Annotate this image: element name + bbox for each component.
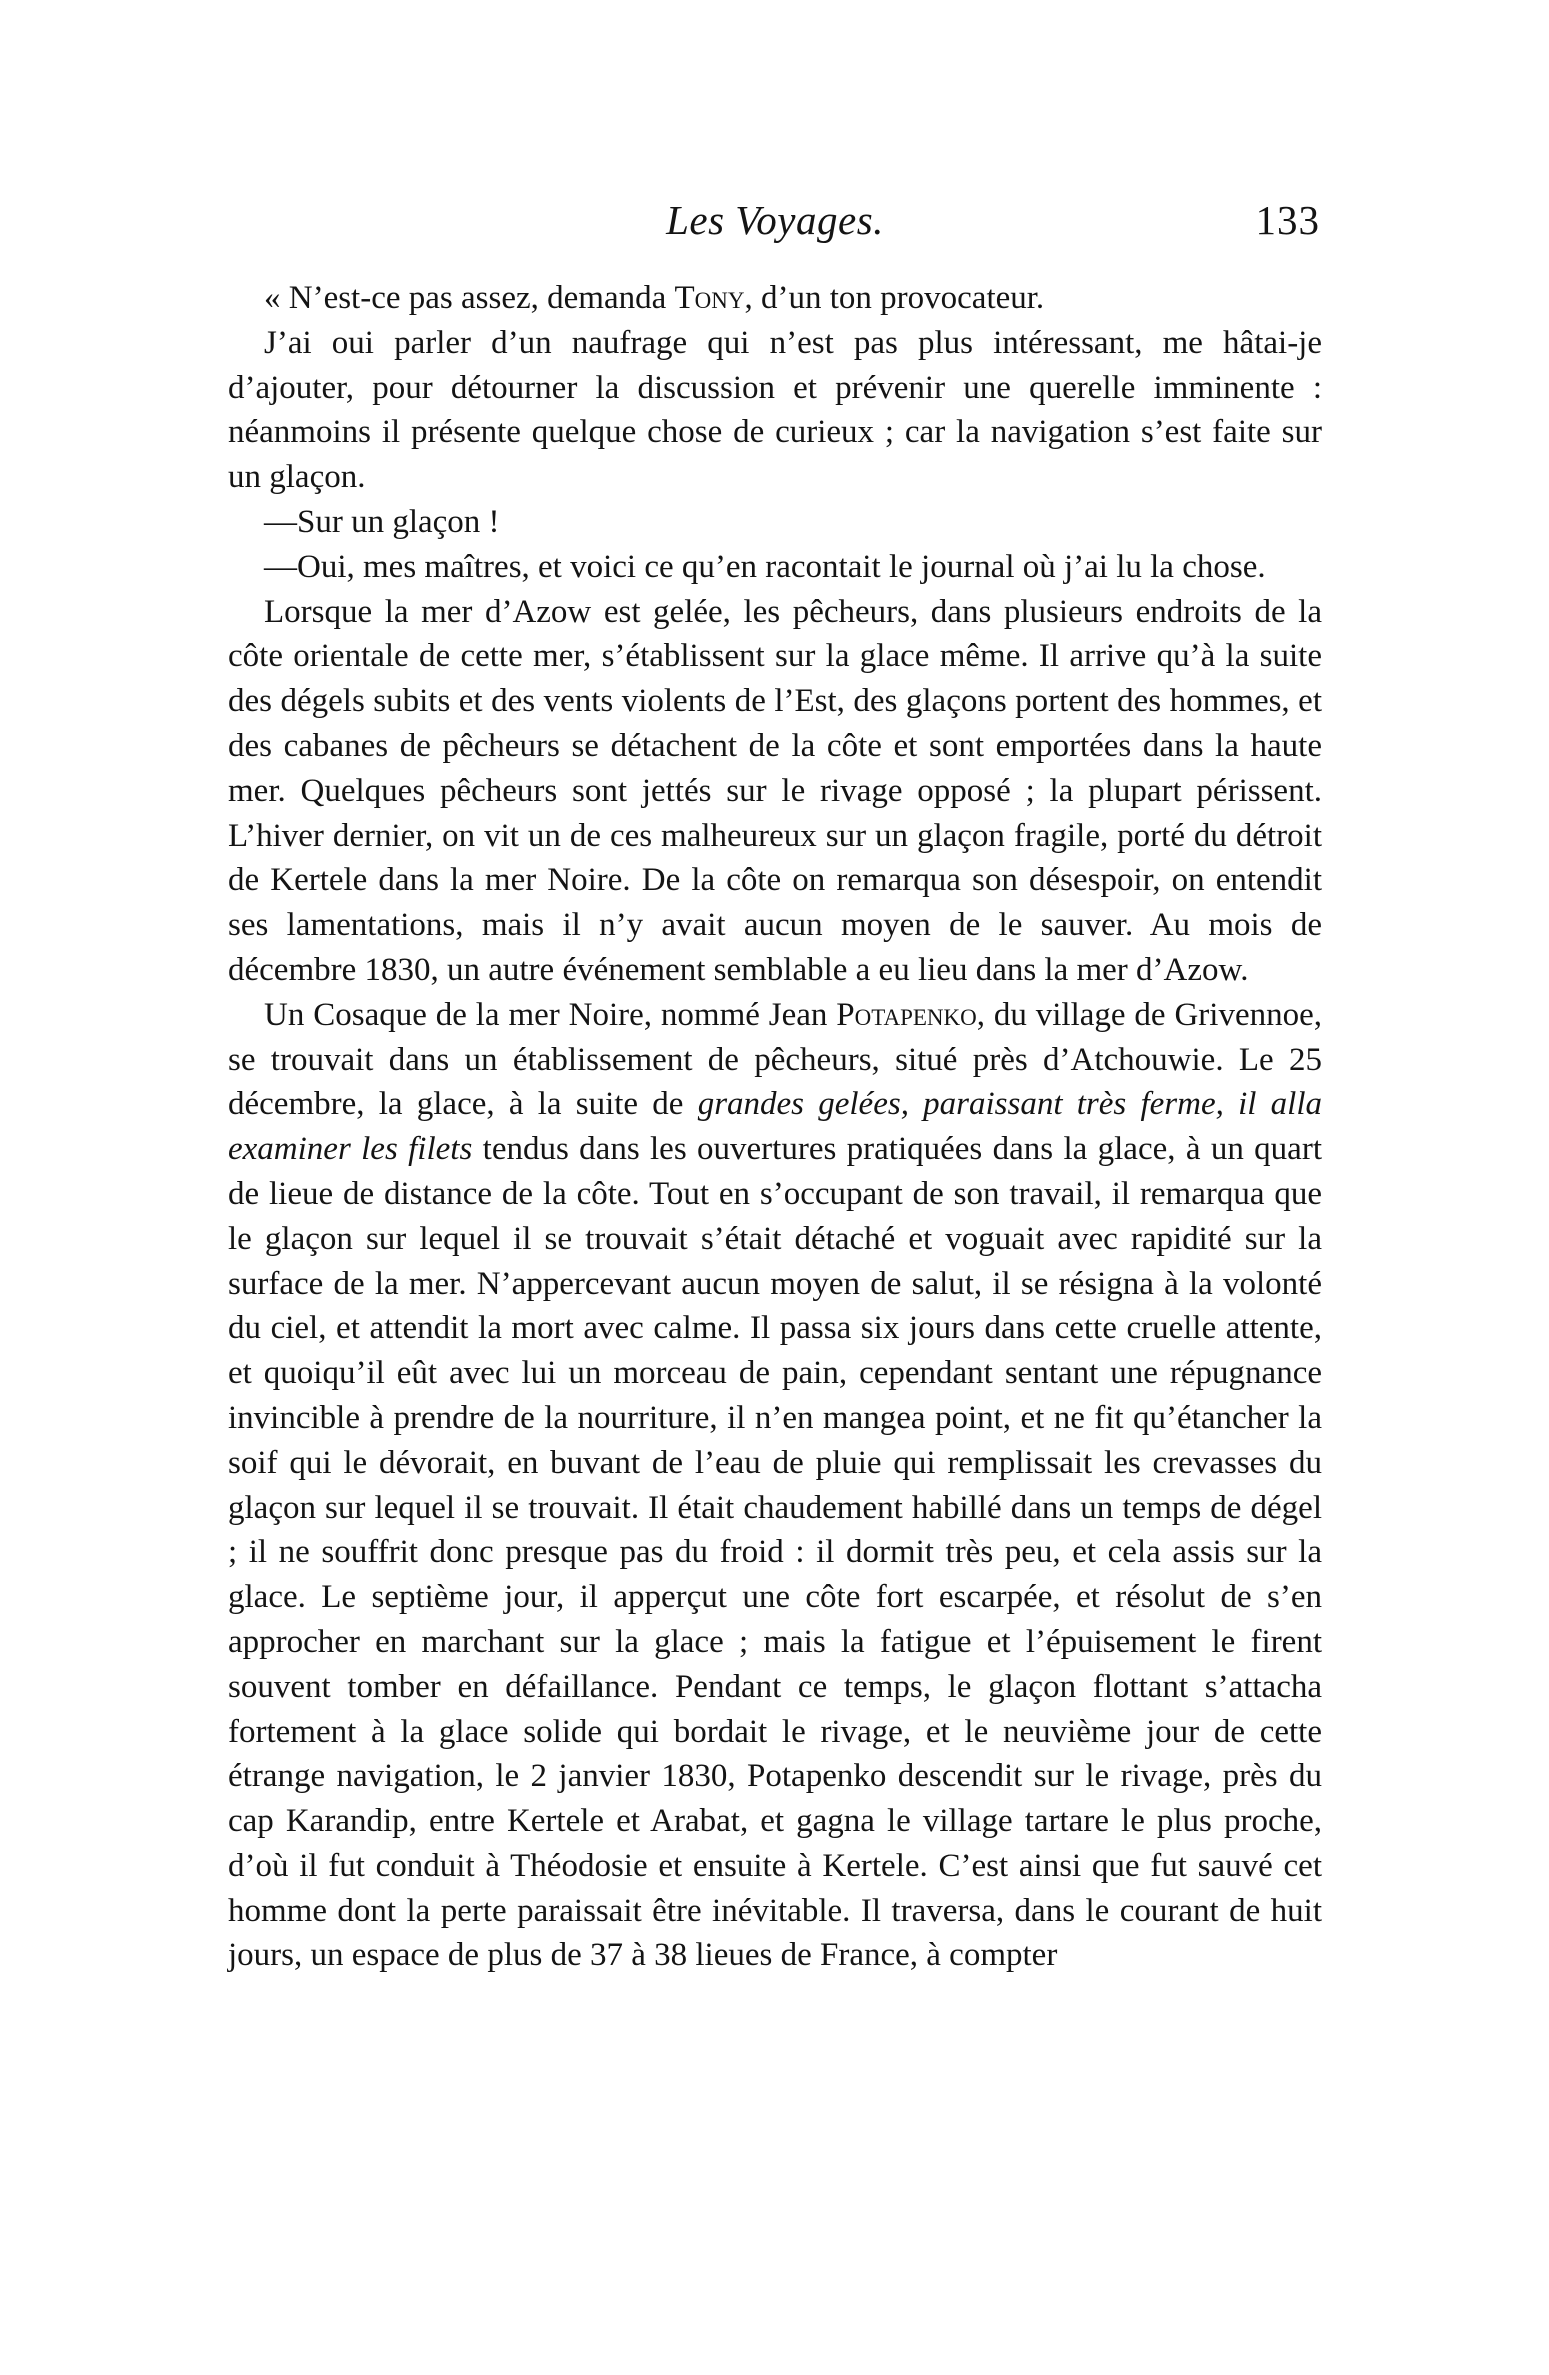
text-segment: —Oui, mes maîtres, et voici ce qu’en racontait le journal où j’ai lu la chose. [264, 548, 1266, 585]
text-segment: Un Cosaque de la mer Noire, nommé Jean [264, 996, 837, 1033]
paragraph-p2 [228, 321, 1322, 500]
paragraph-p3 [228, 500, 1322, 545]
paragraph-p6 [228, 993, 1322, 1979]
text-segment: —Sur un glaçon ! [264, 503, 500, 540]
page-number: 133 [1255, 197, 1320, 243]
text-segment: , du village de Grivennoe, se trouvait dans un établissement de pêcheurs, situé près d’Atchouwie. Le 25 décembre, la glace, à la suite de [228, 996, 1322, 1123]
text-segment: J’ai oui parler d’un naufrage qui n’est pas plus intéressant, me hâtai-je d’ajouter, pour détourner la discussion et prévenir une querelle imminente : néanmoins il présente quelque chose de curieux ; car la navigation s’est faite sur un glaçon. [228, 324, 1322, 496]
paragraph-p1 [228, 276, 1322, 321]
text-segment: Lorsque la mer d’Azow est gelée, les pêcheurs, dans plusieurs endroits de la côte orientale de cette mer, s’établissent sur la glace même. Il arrive qu’à la suite des dégels subits et des vents violents de l’Est, des glaçons portent des hommes, et des cabanes de pêcheurs se détachent de la côte et sont emportées dans la haute mer. Quelques pêcheurs sont jettés sur le rivage opposé ; la plupart périssent. L’hiver dernier, on vit un de ces malheureux sur un glaçon fragile, porté du détroit de Kertele dans la mer Noire. De la côte on remarqua son désespoir, on entendit ses lamentations, mais il n’y avait aucun moyen de le sauver. Au mois de décembre 1830, un autre événement semblable a eu lieu dans la mer d’Azow. [228, 593, 1322, 988]
paragraph-p5 [228, 590, 1322, 993]
text-segment: tendus dans les ouvertures pratiquées dans la glace, à un quart de lieue de distance de la côte. Tout en s’occupant de son travail, il remarqua que le glaçon sur lequel il se trouvait s’était détaché et voguait avec rapidité sur la surface de la mer. N’appercevant aucun moyen de salut, il se résigna à la volonté du ciel, et attendit la mort avec calme. Il passa six jours dans cette cruelle attente, et quoiqu’il eût avec lui un morceau de pain, cependant sentant une répugnance invincible à prendre de la nourriture, il n’en mangea point, et ne fit qu’étancher la soif qui le dévorait, en buvant de l’eau de pluie qui remplissait les crevasses du glaçon sur lequel il se trouvait. Il était chaudement habillé dans un temps de dégel ; il ne souffrit donc presque pas du froid : il dormit très peu, et cela assis sur la glace. Le septième jour, il apperçut une côte fort escarpée, et résolut de s’en approcher en marchant sur la glace ; mais la fatigue et l’épuisement le firent souvent tomber en défaillance. Pendant ce temps, le glaçon flottant s’attacha fortement à la glace solide qui bordait le rivage, et le neuvième jour de cette étrange navigation, le 2 janvier 1830, Potapenko descendit sur le rivage, près du cap Karandip, entre Kertele et Arabat, et gagna le village tartare le plus proche, d’où il fut conduit à Théodosie et ensuite à Kertele. C’est ainsi que fut sauvé cet homme dont la perte paraissait être inévitable. Il traversa, dans le courant de huit jours, un espace de plus de 37 à 38 lieues de France, à compter [228, 1131, 1322, 1974]
text-segment: Potapenko [836, 996, 977, 1033]
running-title: Les Voyages. [666, 197, 884, 243]
text-segment: , d’un ton provocateur. [744, 280, 1045, 316]
text-segment: Tony [674, 280, 745, 316]
text-segment: « N’est-ce pas assez, demanda [264, 280, 675, 316]
text-segment: grandes gelées, paraissant très ferme, il alla examiner les filets [228, 1086, 1322, 1168]
paragraph-p4 [228, 545, 1322, 590]
page-header [230, 196, 1320, 256]
body-text [228, 276, 1322, 1978]
